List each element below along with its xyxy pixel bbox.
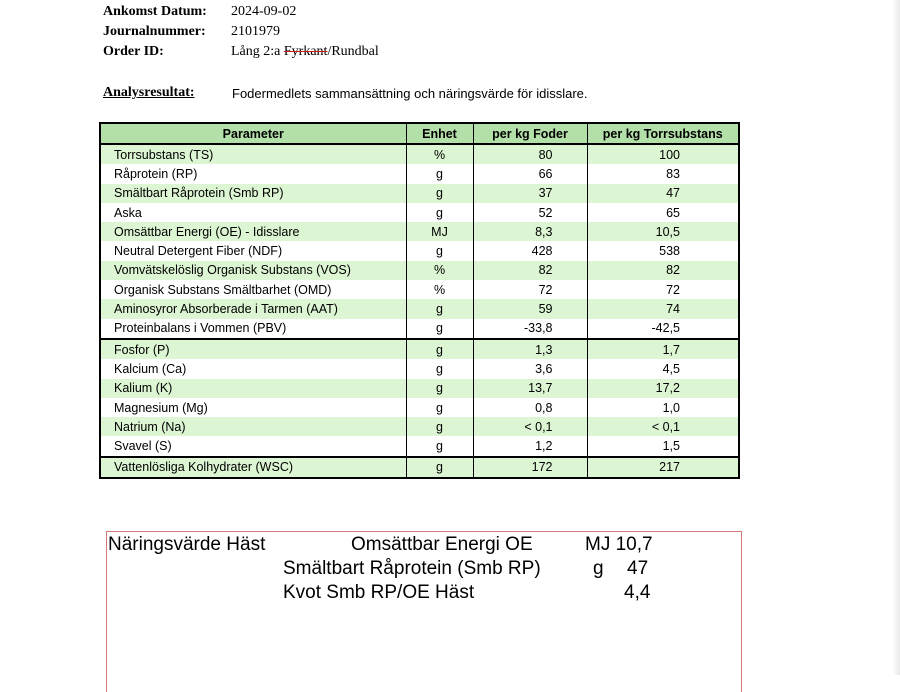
cell-unit: g [406,184,473,203]
cell-per-kg-feed: 8,3 [473,222,587,241]
page-edge-shadow [892,0,900,675]
cell-parameter: Fosfor (P) [100,339,406,359]
table-row [100,457,739,478]
table-row [100,184,739,203]
journal-number-label: Journalnummer: [103,24,206,39]
cell-per-kg-dry-matter: 72 [587,280,739,299]
table-row [100,339,739,359]
journal-number-value: 2101979 [231,24,280,39]
cell-parameter: Neutral Detergent Fiber (NDF) [100,241,406,260]
cell-per-kg-dry-matter: < 0,1 [587,417,739,436]
cell-parameter: Vomvätskelöslig Organisk Substans (VOS) [100,261,406,280]
cell-per-kg-feed: 80 [473,144,587,164]
cell-parameter: Kalium (K) [100,379,406,398]
table-row [100,241,739,260]
cell-unit: g [406,339,473,359]
cell-unit: % [406,261,473,280]
cell-per-kg-feed: 172 [473,457,587,478]
table-row [100,417,739,436]
cell-per-kg-dry-matter: -42,5 [587,319,739,339]
cell-unit: g [406,319,473,339]
horse-nutrition-box [106,531,742,692]
cell-unit: g [406,457,473,478]
table-row [100,144,739,164]
analysis-table [99,122,740,479]
cell-per-kg-dry-matter: 47 [587,184,739,203]
horse-energy-value: MJ 10,7 [585,534,653,555]
cell-per-kg-feed: < 0,1 [473,417,587,436]
arrival-date-label: Ankomst Datum: [103,4,207,19]
cell-parameter: Smältbart Råprotein (Smb RP) [100,184,406,203]
horse-energy-label: Omsättbar Energi OE [351,534,533,555]
table-row [100,299,739,318]
cell-unit: g [406,164,473,183]
cell-per-kg-dry-matter: 1,7 [587,339,739,359]
cell-per-kg-dry-matter: 1,5 [587,436,739,456]
header-parameter: Parameter [100,123,406,144]
table-row [100,319,739,339]
cell-per-kg-dry-matter: 4,5 [587,359,739,378]
cell-unit: g [406,203,473,222]
cell-parameter: Organisk Substans Smältbarhet (OMD) [100,280,406,299]
cell-per-kg-feed: 37 [473,184,587,203]
cell-unit: MJ [406,222,473,241]
cell-per-kg-dry-matter: 538 [587,241,739,260]
cell-per-kg-feed: 66 [473,164,587,183]
table-row [100,222,739,241]
cell-parameter: Magnesium (Mg) [100,398,406,417]
cell-per-kg-dry-matter: 74 [587,299,739,318]
cell-per-kg-feed: 1,2 [473,436,587,456]
horse-nutrition-title: Näringsvärde Häst [108,534,266,555]
cell-per-kg-feed: 3,6 [473,359,587,378]
cell-per-kg-dry-matter: 17,2 [587,379,739,398]
cell-unit: g [406,299,473,318]
table-row [100,379,739,398]
cell-parameter: Kalcium (Ca) [100,359,406,378]
cell-parameter: Råprotein (RP) [100,164,406,183]
cell-per-kg-feed: 59 [473,299,587,318]
cell-per-kg-dry-matter: 1,0 [587,398,739,417]
horse-protein-value: 47 [627,558,649,579]
cell-parameter: Torrsubstans (TS) [100,144,406,164]
horse-ratio-value: 4,4 [624,582,651,603]
cell-unit: g [406,379,473,398]
cell-parameter: Vattenlösliga Kolhydrater (WSC) [100,457,406,478]
arrival-date-value: 2024-09-02 [231,4,297,19]
cell-per-kg-dry-matter: 10,5 [587,222,739,241]
cell-parameter: Aminosyror Absorberade i Tarmen (AAT) [100,299,406,318]
table-row [100,203,739,222]
cell-unit: g [406,436,473,456]
cell-unit: g [406,398,473,417]
table-row [100,164,739,183]
cell-per-kg-dry-matter: 100 [587,144,739,164]
table-row [100,436,739,456]
horse-protein-unit: g [593,558,604,579]
cell-parameter: Natrium (Na) [100,417,406,436]
cell-per-kg-dry-matter: 65 [587,203,739,222]
order-id-struck-text: Fyrkant [283,44,328,59]
cell-per-kg-feed: 82 [473,261,587,280]
cell-parameter: Svavel (S) [100,436,406,456]
cell-unit: % [406,144,473,164]
order-id-value [231,44,379,60]
table-header-row [100,123,739,144]
header-per-kg-dry-matter: per kg Torrsubstans [587,123,739,144]
cell-per-kg-feed: 72 [473,280,587,299]
cell-unit: g [406,241,473,260]
table-row [100,280,739,299]
order-id-prefix: Lång 2:a [231,44,284,59]
horse-ratio-label: Kvot Smb RP/OE Häst [283,582,475,603]
header-unit: Enhet [406,123,473,144]
table-row [100,261,739,280]
analysis-description: Fodermedlets sammansättning och näringsvärde för idisslare. [232,86,588,101]
order-id-suffix: /Rundbal [327,44,379,59]
table-row [100,359,739,378]
cell-parameter: Proteinbalans i Vommen (PBV) [100,319,406,339]
table-row [100,398,739,417]
cell-per-kg-feed: 0,8 [473,398,587,417]
cell-per-kg-feed: 428 [473,241,587,260]
cell-per-kg-dry-matter: 83 [587,164,739,183]
cell-unit: % [406,280,473,299]
cell-unit: g [406,359,473,378]
cell-per-kg-dry-matter: 217 [587,457,739,478]
cell-per-kg-feed: -33,8 [473,319,587,339]
cell-per-kg-feed: 1,3 [473,339,587,359]
analysis-result-label: Analysresultat: [103,85,195,100]
cell-parameter: Aska [100,203,406,222]
cell-per-kg-feed: 13,7 [473,379,587,398]
cell-per-kg-feed: 52 [473,203,587,222]
cell-per-kg-dry-matter: 82 [587,261,739,280]
header-per-kg-feed: per kg Foder [473,123,587,144]
order-id-label: Order ID: [103,44,164,59]
cell-unit: g [406,417,473,436]
horse-protein-label: Smältbart Råprotein (Smb RP) [283,558,541,579]
cell-parameter: Omsättbar Energi (OE) - Idisslare [100,222,406,241]
